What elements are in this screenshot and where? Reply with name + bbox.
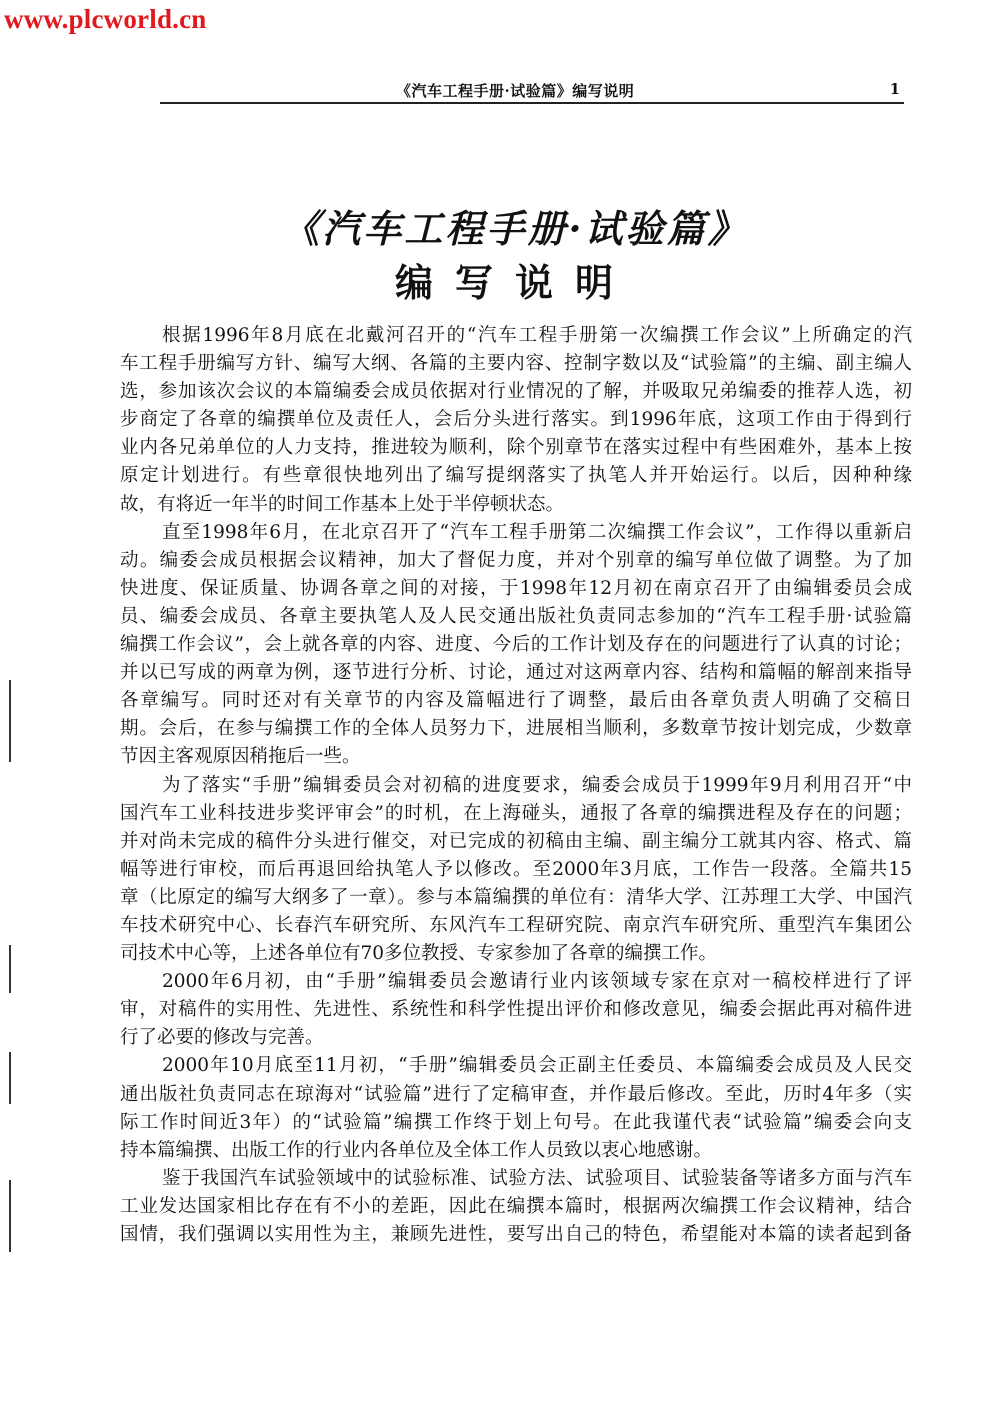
text-line: 司技术中心等，上述各单位有70多位教授、专家参加了各章的编撰工作。 — [120, 943, 718, 965]
paragraph — [120, 322, 912, 519]
document-subtitle: 编写说明 — [394, 260, 635, 305]
text-line: 通出版社负责同志在琼海对“试验篇”进行了定稿审查，并作最后修改。至此，历时4年多（实 — [120, 1083, 912, 1105]
text-line: 快进度、保证质量、协调各章之间的对接，于1998年12月初在南京召开了由编辑委员会成 — [120, 577, 912, 599]
text-line: 节因主客观原因稍拖后一些。 — [120, 746, 361, 768]
text-line: 编撰工作会议”，会上就各章的内容、进度、今后的工作计划及存在的问题进行了认真的讨论； — [120, 634, 912, 656]
text-line: 际工作时间近3年）的“试验篇”编撰工作终于划上句号。在此我谨代表“试验篇”编委会向支 — [120, 1111, 912, 1133]
text-line: 鉴于我国汽车试验领域中的试验标准、试验方法、试验项目、试验装备等诸多方面与汽车 — [162, 1167, 912, 1189]
text-line: 原定计划进行。有些章很快地列出了编写提纲落实了执笔人并开始运行。以后，因种种缘 — [120, 465, 912, 487]
text-line: 工业发达国家相比存在有不小的差距，因此在编撰本篇时，根据两次编撰工作会议精神，结合 — [120, 1195, 912, 1217]
scan-margin-mark — [9, 1052, 11, 1104]
scan-margin-mark — [9, 945, 11, 993]
text-line: 幅等进行审校，而后再退回给执笔人予以修改。至2000年3月底，工作告一段落。全篇共15 — [120, 858, 912, 880]
text-line: 直至1998年6月，在北京召开了“汽车工程手册第二次编撰工作会议”，工作得以重新启 — [162, 521, 912, 543]
text-line: 国情，我们强调以实用性为主，兼顾先进性，要写出自己的特色，希望能对本篇的读者起到备 — [120, 1224, 912, 1245]
text-line: 故，有将近一年半的时间工作基本上处于半停顿状态。 — [120, 493, 565, 515]
site-watermark: www.plcworld.cn — [4, 4, 207, 34]
paragraph — [120, 1052, 912, 1164]
text-line: 并以已写成的两章为例，逐节进行分析、讨论，通过对这两章内容、结构和篇幅的解剖来指导 — [120, 662, 912, 684]
text-line: 2000年10月底至11月初，“手册”编辑委员会正副主任委员、本篇编委会成员及人民交 — [162, 1055, 912, 1077]
text-line: 动。编委会成员根据会议精神，加大了督促力度，并对个别章的编写单位做了调整。为了加 — [120, 549, 912, 571]
text-line: 国汽车工业科技进步奖评审会”的时机，在上海碰头，通报了各章的编撰进程及存在的问题； — [120, 802, 912, 824]
text-line: 章（比原定的编写大纲多了一章）。参与本篇编撰的单位有：清华大学、江苏理工大学、中国汽 — [120, 886, 912, 908]
text-line: 车技术研究中心、长春汽车研究所、东风汽车工程研究院、南京汽车研究所、重型汽车集团公 — [120, 914, 912, 936]
text-line: 员、编委会成员、各章主要执笔人及人民交通出版社负责同志参加的“汽车工程手册·试验篇 — [120, 605, 912, 627]
document-title: 《汽车工程手册·试验篇》 — [281, 206, 749, 251]
text-line: 根据1996年8月底在北戴河召开的“汽车工程手册第一次编撰工作会议”上所确定的汽 — [162, 325, 912, 346]
scan-margin-mark — [9, 680, 11, 762]
scan-margin-mark — [9, 1180, 11, 1252]
text-line: 期。会后，在参与编撰工作的全体人员努力下，进展相当顺利，多数章节按计划完成，少数章 — [120, 718, 912, 740]
text-line: 行了必要的修改与完善。 — [120, 1027, 324, 1049]
text-line: 车工程手册编写方针、编写大纲、各篇的主要内容、控制字数以及“试验篇”的主编、副主编人 — [120, 353, 912, 375]
paragraph — [120, 968, 912, 1052]
text-line: 步商定了各章的编撰单位及责任人，会后分头进行落实。到1996年底，这项工作由于得到行 — [120, 409, 912, 431]
running-title: 《汽车工程手册·试验篇》编写说明 — [396, 82, 635, 100]
text-line: 并对尚未完成的稿件分头进行催交，对已完成的初稿由主编、副主编分工就其内容、格式、篇 — [120, 830, 912, 852]
text-line: 业内各兄弟单位的人力支持，推进较为顺利，除个别章节在落实过程中有些困难外，基本上按 — [120, 437, 912, 459]
text-line: 审，对稿件的实用性、先进性、系统性和科学性提出评价和修改意见，编委会据此再对稿件进 — [120, 999, 912, 1021]
text-line: 各章编写。同时还对有关章节的内容及篇幅进行了调整，最后由各章负责人明确了交稿日 — [120, 690, 912, 712]
text-line: 2000年6月初，由“手册”编辑委员会邀请行业内该领域专家在京对一稿校样进行了评 — [162, 971, 912, 993]
page-number: 1 — [889, 80, 900, 98]
text-line: 持本篇编撰、出版工作的行业内各单位及全体工作人员致以衷心地感谢。 — [120, 1139, 713, 1161]
running-header — [160, 80, 904, 104]
paragraph — [120, 772, 912, 969]
paragraph — [120, 1165, 912, 1249]
paragraph — [120, 519, 912, 772]
text-line: 为了落实“手册”编辑委员会对初稿的进度要求，编委会成员于1999年9月利用召开“中 — [162, 774, 912, 796]
text-line: 选，参加该次会议的本篇编委会成员依据对行业情况的了解，并吸取兄弟编委的推荐人选，初 — [120, 381, 912, 403]
body-text — [120, 322, 912, 1249]
